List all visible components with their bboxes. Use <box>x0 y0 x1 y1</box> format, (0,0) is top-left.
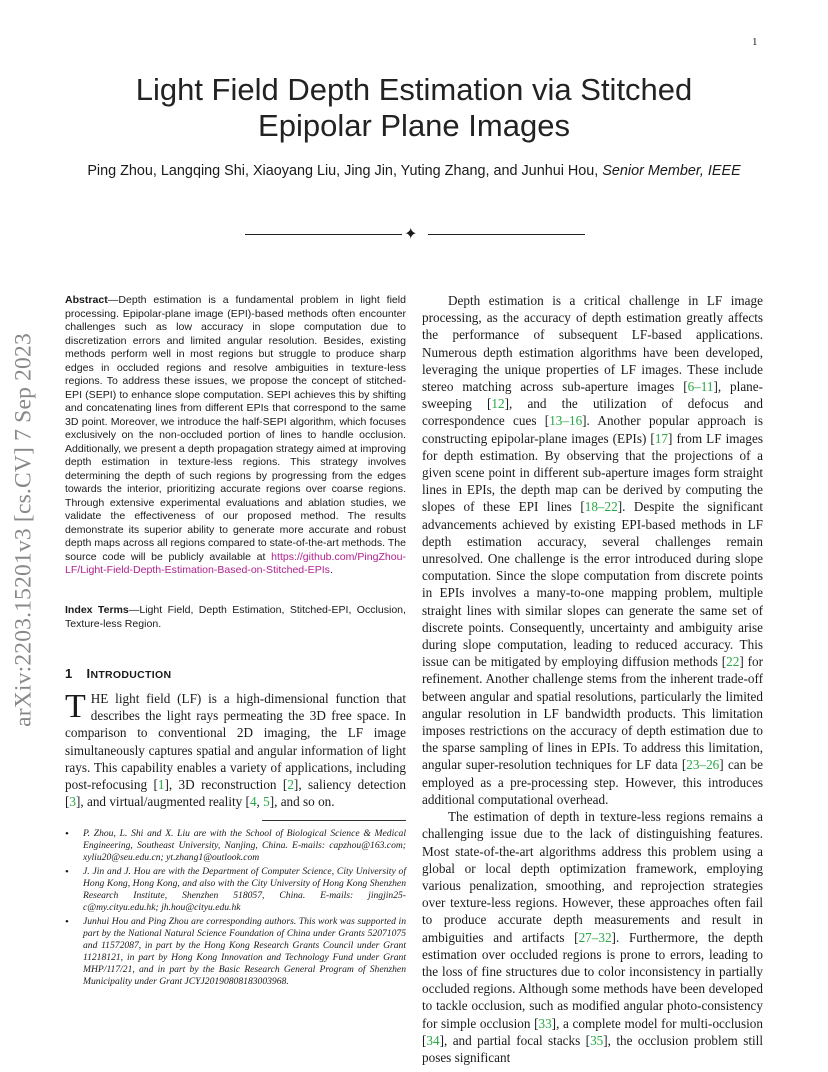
index-terms-label: Index Terms <box>65 604 129 616</box>
abstract-text: —Depth estimation is a fundamental problem in light field processing. Epipolar-plane image (EPI)-based methods often encounter challenges such as low accuracy in slope computation due to discretization errors and limited angular resolution. Besides, existing methods perform well in most regions but struggle to produce sharp edges in occluded regions and resolve ambiguities in texture-less regions. To address these issues, we propose the concept of stitched-EPI (SEPI) to enhance slope computation. SEPI achieves this by shifting and concatenating lines from different EPIs that correspond to the same 3D point. Moreover, we introduce the half-SEPI algorithm, which focuses exclusively on the non-occluded portion of lines to handle occlusion. Additionally, we present a depth propagation strategy aimed at improving depth estimation in texture-less regions. This strategy involves determining the depth of such regions by progressing from the edges towards the interior, prioritizing accurate regions over coarse regions. Through extensive experimental evaluations and ablation studies, we validate the effectiveness of our proposed method. The results demonstrate its superior ability to generate more accurate and robust depth maps across all regions compared to state-of-the-art methods. The source code will be publicly available at <box>65 294 406 563</box>
body-text: ] can be employed as a pre-processing step. However, this introduces additional computational overhead. <box>422 757 764 807</box>
body-text: The estimation of depth in texture-less regions remains a challenging issue due to the lack of distinguishing features. Most state-of-the-art algorithms address this problem using a global or local depth optimization framework, employing various penalization, smoothing, and reprojection strategies over texture-less regions. However, these approaches often fail to produce accurate depth measurements and result in ambiguities and artifacts [ <box>422 809 763 945</box>
index-terms <box>65 604 406 631</box>
drop-cap: T <box>65 688 86 725</box>
author-list <box>40 163 788 179</box>
intro-text: ], and virtual/augmented reality [ <box>76 794 250 810</box>
body-text: ], the occlusion problem still poses significant <box>422 1032 764 1065</box>
ornament-star-icon: ✦ <box>404 224 418 243</box>
body-text: ]. Despite the significant advancements achieved by existing EPI-based methods in LF depth estimation accuracy, several challenges remain unresolved. One challenge is the error introduced during slope computation. Since the slope computation from discrete points in EPIs involves a many-to-one mapping problem, multiple straight lines with similar slopes can generate the same set of discrete points. Consequently, uncertainty and ambiguity arise during slope computation, leading to reduced accuracy. This issue can be mitigated by employing diffusion methods [ <box>422 499 763 670</box>
author-suffix: Senior Member, IEEE <box>602 163 741 179</box>
body-paragraph-1 <box>422 292 763 808</box>
intro-text: ], 3D reconstruction [ <box>164 777 288 793</box>
body-text: ], and partial focal stacks [ <box>439 1032 591 1048</box>
title-ornament <box>245 226 585 244</box>
arxiv-stamp-text: arXiv:2203.15201v3 [cs.CV] 7 Sep 2023 <box>10 333 37 727</box>
intro-text: ], and so on. <box>269 794 335 810</box>
intro-lead: HE <box>90 691 109 706</box>
body-text: ] from LF images for depth estimation. By observing that the projections of a given scene point in different sub-aperture images form straight lines in EPIs, the depth map can be derived by computing the slopes of these EPI lines [ <box>422 430 763 515</box>
body-text: ], and the utilization of defocus and correspondence cues [ <box>422 396 763 429</box>
body-paragraph-2 <box>422 808 763 1066</box>
abstract-label: Abstract <box>65 294 108 306</box>
citation-link[interactable]: 1 <box>157 777 165 793</box>
footnote-funding: • Junhui Hou and Ping Zhou are corresponding authors. This work was supported in part by the National Natural Science Foundation of China under Grants 52071075 and 11572087, in part by the Hong Kong Research Grants Council under Grant 11218121, in part by Hong Kong Innovation and Technology Fund under Grant MHP/117/21, and in part by the Basic Research General Program of Shenzhen Municipality under Grant JCYJ20190808183003968. <box>65 916 406 988</box>
author-names: Ping Zhou, Langqing Shi, Xiaoyang Liu, Jing Jin, Yuting Zhang, and Junhui Hou, <box>87 163 599 179</box>
ornament-rule-left <box>245 234 402 235</box>
body-text: ], plane-sweeping [ <box>422 379 764 412</box>
introduction-paragraph <box>65 690 406 810</box>
section-title-rest: NTRODUCTION <box>90 669 172 681</box>
body-text: ]. Another popular approach is constructing epipolar-plane images (EPIs) [ <box>422 413 763 446</box>
intro-text: , <box>256 794 264 810</box>
section-title-first: I <box>86 666 91 681</box>
citation-link[interactable]: 18–22 <box>584 499 618 515</box>
body-text: ], a complete model for multi-occlusion [ <box>422 1015 763 1048</box>
arxiv-stamp <box>4 294 44 766</box>
citation-link[interactable]: 5 <box>263 794 270 810</box>
source-code-link[interactable]: https://github.com/PingZhou-LF/Light-Field-Depth-Estimation-Based-on-Stitched-EPIs <box>65 550 406 576</box>
citation-link[interactable]: 17 <box>654 430 668 446</box>
citation-link[interactable]: 3 <box>69 794 76 810</box>
index-terms-text: —Light Field, Depth Estimation, Stitched-EPI, Occlusion, Texture-less Region. <box>65 604 406 630</box>
citation-link[interactable]: 2 <box>287 777 294 793</box>
citation-link[interactable]: 23–26 <box>686 757 720 773</box>
body-text: ]. Furthermore, the depth estimation over occluded regions is prone to errors, leading to the loss of fine structures due to color inconsistency in partially occluded regions. Although some methods have been developed to tackle occlusion, such as modified angular photo-consistency for simple occlusion [ <box>422 929 763 1031</box>
footnote-rule <box>262 820 406 821</box>
citation-link[interactable]: 4 <box>249 794 257 810</box>
citation-link[interactable]: 34 <box>426 1032 440 1048</box>
right-column-body <box>422 292 763 1066</box>
citation-link[interactable]: 33 <box>538 1015 552 1031</box>
footnotes <box>65 828 406 990</box>
footnote-affiliation-seu: • P. Zhou, L. Shi and X. Liu are with the School of Biological Science & Medical Engineering, Southeast University, Nanjing, China. E-mails: capzhou@163.com; xyliu20@seu.edu.cn; yt.zhang1@outlook.com <box>65 828 406 864</box>
abstract <box>65 294 406 578</box>
ornament-rule-right <box>428 234 585 235</box>
footnote-affiliation-cityu: • J. Jin and J. Hou are with the Department of Computer Science, City University of Hong Kong, Hong Kong, and also with the City University of Hong Kong Shenzhen Research Institute, Shenzhen 518057, China. E-mails: jingjin25-c@my.cityu.edu.hk; jh.hou@cityu.edu.hk <box>65 866 406 914</box>
section-heading <box>65 666 171 681</box>
citation-link[interactable]: 13–16 <box>549 413 583 429</box>
body-text: ] for refinement. Another challenge stems from the inherent trade-off between angular and spatial resolutions, particularly the limited angular resolution in LF bandwidth products. This limitation imposes restrictions on the accuracy of depth estimation due to the sparse sampling of lines in EPIs. To address this limitation, angular super-resolution techniques for LF data [ <box>422 654 763 773</box>
citation-link[interactable]: 22 <box>726 654 740 670</box>
citation-link[interactable]: 35 <box>590 1032 604 1048</box>
citation-link[interactable]: 12 <box>491 396 505 412</box>
citation-link[interactable]: 27–32 <box>578 929 612 945</box>
section-number: 1 <box>65 666 73 681</box>
page-number: 1 <box>752 36 758 48</box>
body-text: Depth estimation is a critical challenge in LF image processing, as the accuracy of depth estimation greatly affects the performance of subsequent LF-based applications. Numerous depth estimation algorithms have been developed, leveraging the unique properties of LF images. These include stereo matching across sub-aperture images [ <box>422 293 763 395</box>
paper-title: Light Field Depth Estimation via Stitched Epipolar Plane Images <box>135 72 693 144</box>
citation-link[interactable]: 6–11 <box>687 379 714 395</box>
intro-text: light field (LF) is a high-dimensional function that describes the light rays permeating the 3D free space. In comparison to conventional 2D imaging, the LF image simultaneously captures spatial and angular information of light rays. This capability enables a variety of applications, including post-refocusing [ <box>65 691 406 793</box>
intro-text: ], saliency detection [ <box>65 777 406 810</box>
abstract-end: . <box>329 564 333 576</box>
